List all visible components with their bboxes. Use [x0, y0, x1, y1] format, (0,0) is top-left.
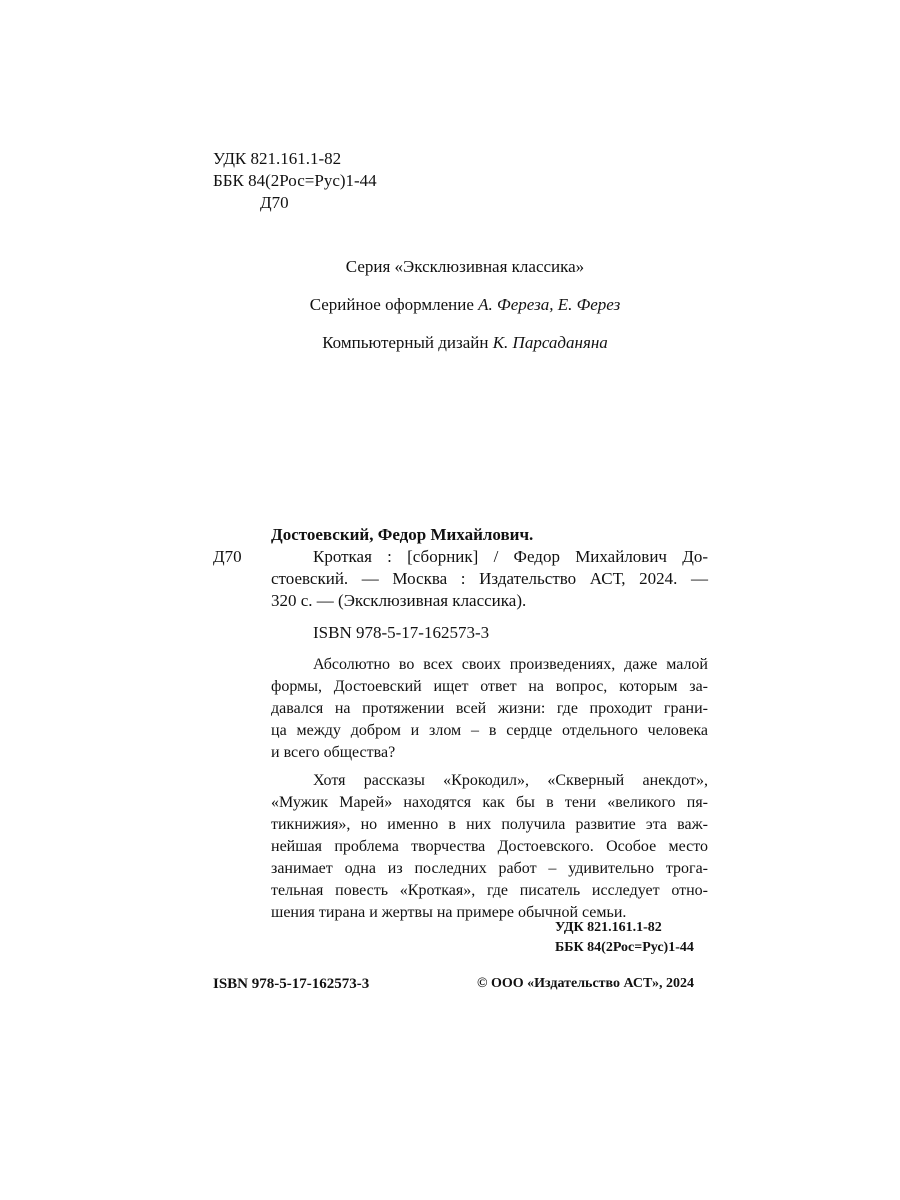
design-names: А. Фереза, Е. Ферез: [478, 295, 621, 314]
annotation-line: давался на протяжении всей жизни: где проходит грани-: [271, 700, 708, 717]
catalog-isbn: ISBN 978-5-17-162573-3: [313, 623, 490, 642]
annotation-line: тикнижия», но именно в них получила развитие эта важ-: [271, 816, 708, 833]
annotation-line: формы, Достоевский ищет ответ на вопрос, которым за-: [271, 678, 708, 695]
description-line: Кроткая : [сборник] / Федор Михайлович До-: [313, 547, 708, 566]
computer-design-label: Компьютерный дизайн: [322, 333, 489, 352]
annotation-line: ца между добром и злом – в сердце отдельного человека: [271, 722, 708, 739]
annotation-line: Абсолютно во всех своих произведениях, даже малой: [313, 656, 708, 673]
series-line: Серия «Эксклюзивная классика»: [345, 257, 585, 276]
computer-design-name: К. Парсаданяна: [492, 333, 608, 352]
annotation-line: занимает одна из последних работ – удивительно трога-: [271, 860, 708, 877]
description-line: стоевский. — Москва : Издательство АСТ, 2024. —: [271, 569, 708, 588]
catalog-mark: Д70: [213, 547, 242, 566]
annotation-line: и всего общества?: [271, 744, 396, 761]
author-heading: Достоевский, Федор Михайлович.: [271, 525, 534, 544]
footer-isbn: ISBN 978-5-17-162573-3: [213, 976, 370, 992]
annotation-line: «Мужик Марей» находятся как бы в тени «великого пя-: [271, 794, 708, 811]
design-label: Серийное оформление: [309, 295, 474, 314]
design-credit: [0, 294, 900, 316]
udk-code: УДК 821.161.1-82: [213, 149, 342, 168]
index-bbk: ББК 84(2Рос=Рус)1-44: [555, 940, 694, 955]
annotation-line: Хотя рассказы «Крокодил», «Скверный анекдот»,: [313, 772, 708, 789]
bbk-code: ББК 84(2Рос=Рус)1-44: [213, 171, 377, 190]
annotation-line: тельная повесть «Кроткая», где писатель исследует отно-: [271, 882, 708, 899]
description-line: 320 с. — (Эксклюзивная классика).: [271, 591, 527, 610]
computer-design-credit: [0, 332, 900, 354]
index-udk: УДК 821.161.1-82: [555, 920, 662, 935]
copyright: © ООО «Издательство АСТ», 2024: [477, 976, 695, 991]
annotation-line: шения тирана и жертвы на примере обычной семьи.: [271, 904, 627, 921]
annotation-line: нейшая проблема творчества Достоевского. Особое место: [271, 838, 708, 855]
author-mark: Д70: [260, 193, 289, 212]
